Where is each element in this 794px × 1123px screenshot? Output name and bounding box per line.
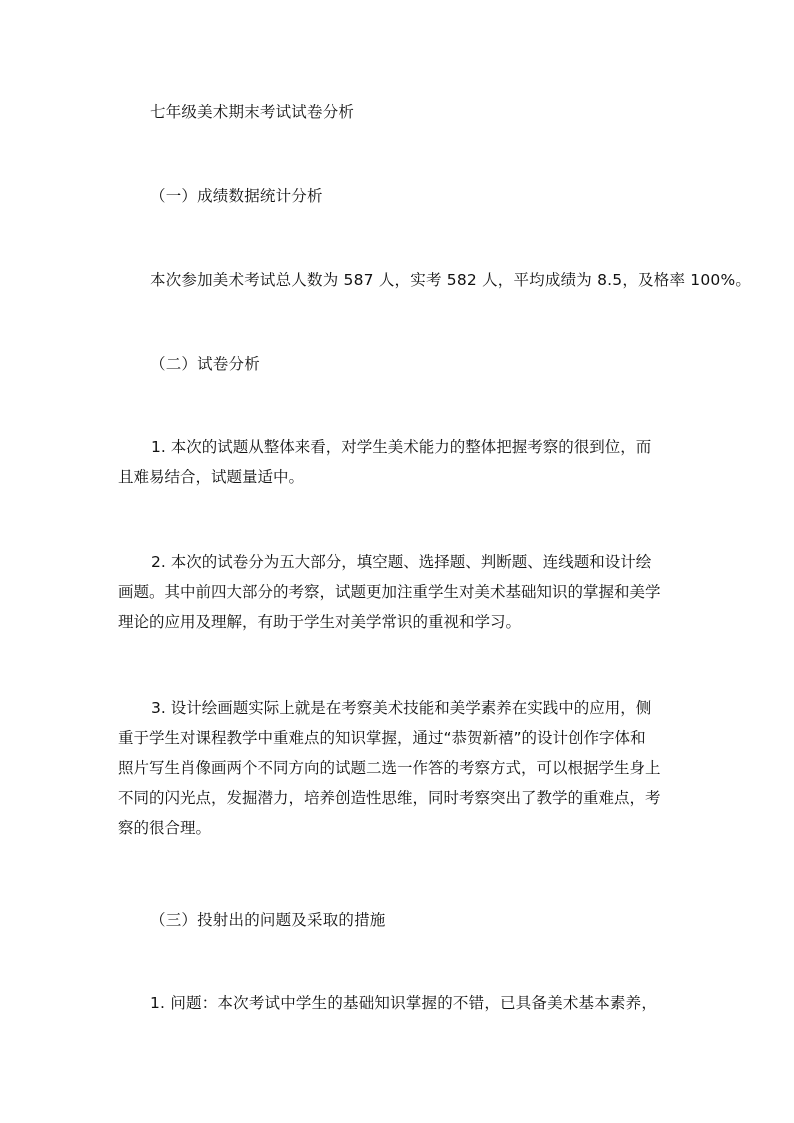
paragraph-line: 3. 设计绘画题实际上就是在考察美术技能和美学素养在实践中的应用，侧 xyxy=(151,699,652,717)
section-3-heading: （三）投射出的问题及采取的措施 xyxy=(150,911,386,929)
paragraph-analysis-3 xyxy=(118,693,678,843)
paragraph-line: 不同的闪光点，发掘潜力，培养创造性思维，同时考察突出了教学的重难点，考 xyxy=(118,789,661,807)
paragraph-line: 画题。其中前四大部分的考察，试题更加注重学生对美术基础知识的掌握和美学 xyxy=(118,583,661,601)
section-2-heading: （二）试卷分析 xyxy=(150,355,260,373)
section-3-text: 1. 问题：本次考试中学生的基础知识掌握的不错，已具备美术基本素养， xyxy=(150,994,658,1012)
document-title: 七年级美术期末考试试卷分析 xyxy=(150,103,355,121)
paragraph-line: 2. 本次的试卷分为五大部分，填空题、选择题、判断题、连线题和设计绘 xyxy=(151,553,652,571)
paragraph-line: 照片写生肖像画两个不同方向的试题二选一作答的考察方式，可以根据学生身上 xyxy=(118,759,661,777)
paragraph-line: 1. 本次的试题从整体来看，对学生美术能力的整体把握考察的很到位，而 xyxy=(151,438,652,456)
paragraph-line: 重于学生对课程教学中重难点的知识掌握，通过“恭贺新禧”的设计创作字体和 xyxy=(118,729,646,747)
section-1-text: 本次参加美术考试总人数为 587 人，实考 582 人，平均成绩为 8.5，及格率 100%。 xyxy=(150,271,752,289)
paragraph-analysis-1 xyxy=(118,432,678,492)
paragraph-line: 察的很合理。 xyxy=(118,819,212,837)
paragraph-line: 理论的应用及理解，有助于学生对美学常识的重视和学习。 xyxy=(118,613,522,631)
section-1-heading: （一）成绩数据统计分析 xyxy=(150,187,323,205)
paragraph-analysis-2 xyxy=(118,547,678,637)
paragraph-line: 且难易结合，试题量适中。 xyxy=(118,468,305,486)
